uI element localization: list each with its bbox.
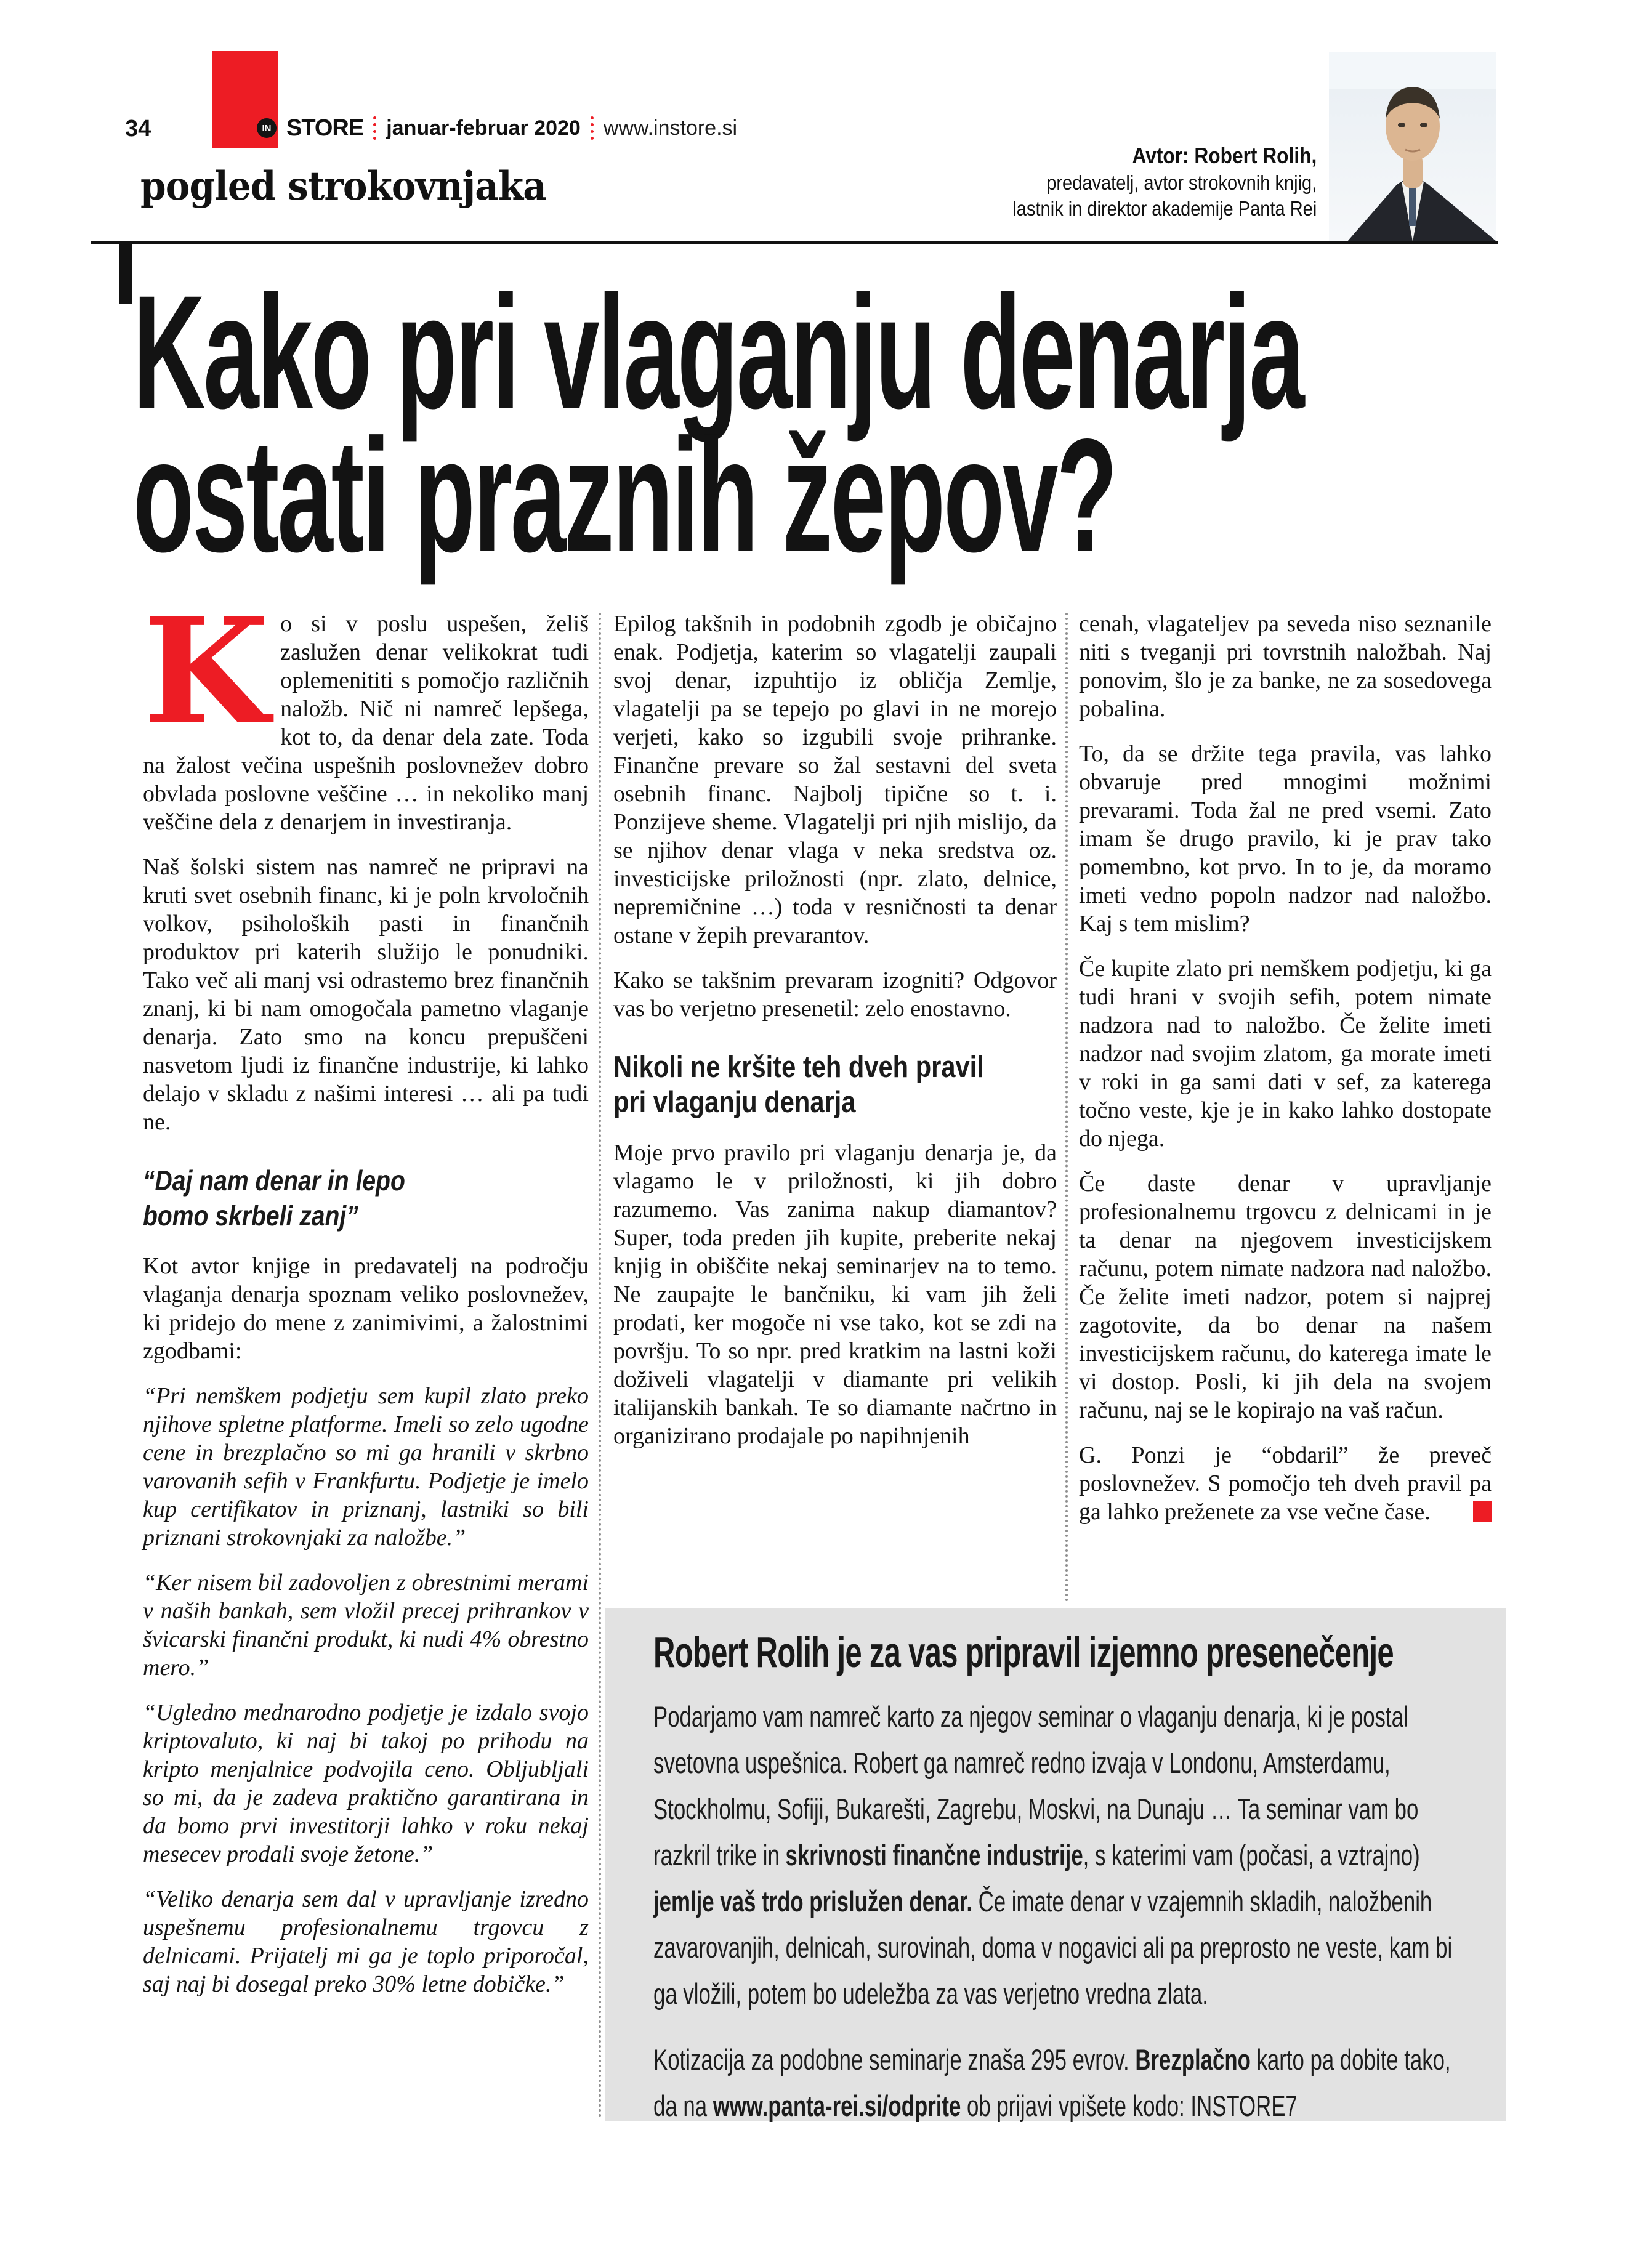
magazine-logo [257, 115, 737, 142]
in-logo-icon: IN [257, 118, 277, 138]
drop-cap: K [143, 586, 270, 757]
promo-box [605, 1608, 1506, 2121]
promo-text-segment: Brezplačno [1135, 2043, 1251, 2076]
author-role-line: predavatelj, avtor strokovnih knjig, [1046, 171, 1317, 194]
article-column-3 [1079, 610, 1492, 1543]
header-rule [91, 241, 1498, 244]
column-divider [599, 613, 601, 2118]
article-paragraph: Moje prvo pravilo pri vlaganju denarja je, da vlagamo le v priložnosti, ki jih dobro razumemo. Vas zanima nakup diamantov? Super, toda preden jih kupite, preberite nekaj knjig in obiščite nekaj seminarjev na to temo. Ne zaupajte le bančniku, ki vam jih želi prodati, ker mogoče ni vse tako, kot se zdi na površju. To so npr. pred kratkim na lastni koži doživeli vlagatelji v diamante pri velikih italijanskih bankah. Te so diamante načrtno in organizirano prodajale po napihnjenih [613, 1140, 1057, 1449]
article-paragraph: cenah, vlagateljev pa seveda niso seznanile niti s tveganji pri tovrstnih naložbah. Naj ponovim, šlo je za banke, ne za sosedovega pobalina. [1079, 611, 1492, 722]
article-title-line: Kako pri vlaganju denarja [133, 262, 1303, 442]
article-paragraph: Naš šolski sistem nas namreč ne pripravi na kruti svet osebnih financ, ki je poln krvoločnih volkov, psiholoških pasti in finančnih produktov pri katerih služijo le ponudniki. Tako več ali manj vsi odrastemo brez finančnih znanj, ki bi nam omogočala pametno vlaganje denarja. Zato smo na koncu prepuščeni nasvetom ljudi iz finančne industrije, ki lahko delajo v skladu z našimi interesi … ali pa tudi ne. [143, 854, 589, 1135]
author-portrait-image [1329, 52, 1496, 241]
section-label: pogled strokovnjaka [140, 163, 546, 209]
article-paragraph: Če daste denar v upravljanje profesionalnemu trgovcu z delnicami in je ta denar na njegovem investicijskem računu, potem nimate nadzora nad naložbo. Če želite imeti nadzor, potem si najprej zagotovite, da bo denar na našem investicijskem računu, do katerega imate le vi dostop. Posli, ki jih dela na svojem računu, naj se le kopirajo na vaš račun. [1079, 1171, 1492, 1423]
author-role-line: lastnik in direktor akademije Panta Rei [1012, 197, 1317, 220]
promo-heading: Robert Rolih je za vas pripravil izjemno presenečenje [653, 1628, 1394, 1676]
promo-text-segment: Podarjamo vam namreč karto za njegov seminar o vlaganju denarja, ki je postal svetovna uspešnica. Robert ga namreč redno izvaja v Londonu, Amsterdamu, Stockholmu, Sofiji, Bukarešti, Zagrebu, Moskvi, na Dunaju … Ta seminar vam bo razkril trike in [653, 1700, 1419, 1871]
author-name: Avtor: Robert Rolih, [1132, 143, 1317, 168]
article-title-line: ostati praznih žepov? [133, 405, 1116, 586]
article-column-2 [613, 610, 1057, 1467]
promo-text-segment: Če imate denar v vzajemnih skladih, naložbenih zavarovanjih, delnicah, surovinah, doma v nogavici ali pa preprosto ne veste, kam bi ga vložili, potem bo udeležba za vas verjetno vredna zlata. [653, 1885, 1453, 2010]
promo-text-segment: Kotizacija za podobne seminarje znaša 295 evrov. [653, 2043, 1136, 2076]
promo-text-segment: , s katerimi vam (počasi, a vztrajno) [1083, 1839, 1420, 1871]
article-column-1 [143, 586, 589, 2015]
article-quote: “Veliko denarja sem dal v upravljanje izredno uspešnemu profesionalnemu trgovcu z delnicami. Prijatelj mi ga je toplo priporočal, saj naj bi dosegal preko 30% letne dobičke.” [143, 1886, 589, 1997]
article-paragraph: To, da se držite tega pravila, vas lahko obvaruje pred mnogimi možnimi prevarami. Toda žal ne pred vsemi. Zato imam še drugo pravilo, ki je prav tako pomembno, kot prvo. In to je, da moramo imeti vedno popoln nadzor nad naložbo. Kaj s tem mislim? [1079, 741, 1492, 937]
article-paragraph: Kot avtor knjige in predavatelj na področju vlaganja denarja spoznam veliko poslovnežev, ki pridejo do mene z zanimivimi, a žalostnimi zgodbami: [143, 1253, 589, 1364]
promo-text-segment: www.panta-rei.si/odprite [713, 2089, 961, 2122]
promo-body [653, 1693, 1469, 2129]
article-paragraph: Če kupite zlato pri nemškem podjetju, ki ga tudi hrani v svojih sefih, potem nimate nadzora nad to naložbo. Če želite imeti nadzor nad svojim zlatom, ga morate imeti v roki in ga sami dati v sef, za katerega točno veste, kje je in kako lahko dostopate do njega. [1079, 956, 1492, 1152]
column-divider [1065, 613, 1068, 1602]
dotted-separator-icon [591, 116, 594, 140]
promo-text-segment: skrivnosti finančne industrije [785, 1839, 1083, 1871]
article-paragraph: Kako se takšnim prevaram izogniti? Odgovor vas bo verjetno presenetil: zelo enostavno. [613, 967, 1057, 1022]
end-of-article-mark [1473, 1501, 1492, 1522]
article-quote: “Pri nemškem podjetju sem kupil zlato preko njihove spletne platforme. Imeli so zelo ugodne cene in brezplačno so mi ga hranili v skrbno varovanih sefih v Frankfurtu. Podjetje je imelo kup certifikatov in priznanj, lastniki so bili priznani strokovnjaki za naložbe.” [143, 1383, 589, 1551]
dotted-separator-icon [373, 116, 376, 140]
promo-text-segment: ob prijavi vpišete kodo: INSTORE7 [961, 2089, 1298, 2122]
article-quote: “Ugledno mednarodno podjetje je izdalo svojo kriptovaluto, ki naj bi takoj po prihodu na kripto menjalnice podvojila ceno. Obljubljali so mi, da je zadeva praktično garantirana in da bomo prvi investitorji lahko v roku nekaj mesecev prodali svoje žetone.” [143, 1700, 589, 1867]
promo-paragraph [653, 2036, 1469, 2129]
author-photo [1329, 52, 1496, 241]
article-title [133, 262, 1303, 586]
promo-text-segment: karto pa dobite tako, da na [653, 2043, 1451, 2122]
issue-date: januar-februar 2020 [386, 116, 581, 140]
author-block [1012, 142, 1317, 222]
promo-paragraph [653, 1693, 1469, 2017]
store-logo-text: STORE [286, 115, 364, 141]
page-number: 34 [125, 116, 151, 142]
column-subheading: “Daj nam denar in lepo bomo skrbeli zanj” [143, 1164, 405, 1232]
article-quote: “Ker nisem bil zadovoljen z obrestnimi merami v naših bankah, sem vložil precej prihrankov v švicarski finančni produkt, ki nudi 4% obrestno mero.” [143, 1570, 589, 1681]
article-paragraph: Ko si v poslu uspešen, želiš zaslužen denar velikokrat tudi oplemenititi s pomočjo različnih naložb. Nič ni namreč lepšega, kot to, da denar dela zate. Toda na žalost večina uspešnih poslovnežev dobro obvlada poslovne veščine … in nekoliko manj veščine dela z denarjem in investiranja. [143, 586, 589, 835]
header-rule-tick [119, 244, 132, 304]
promo-text-segment: jemlje vaš trdo prislužen denar. [653, 1885, 973, 1918]
column-subheading: Nikoli ne kršite teh dveh pravil pri vlaganju denarja [613, 1051, 984, 1119]
website-url: www.instore.si [603, 116, 738, 140]
article-paragraph: G. Ponzi je “obdaril” že preveč poslovnežev. S pomočjo teh dveh pravil pa ga lahko preženete za vse večne čase. [1079, 1442, 1492, 1525]
article-paragraph: Epilog takšnih in podobnih zgodb je običajno enak. Podjetja, katerim so vlagatelji zaupali svoj denar, izpuhtijo iz obličja Zemlje, vlagatelji pa se tepejo po glavi in ne morejo verjeti, kako so izgubili svoje prihranke. Finančne prevare so žal sestavni del sveta osebnih financ. Najbolj tipične so t. i. Ponzijeve sheme. Vlagatelji pri njih mislijo, da se njihov denar vlaga v neka sredstva oz. investicijske priložnosti (npr. zlato, delnice, nepremičnine …) toda v resničnosti ta denar ostane v žepih prevarantov. [613, 611, 1057, 948]
